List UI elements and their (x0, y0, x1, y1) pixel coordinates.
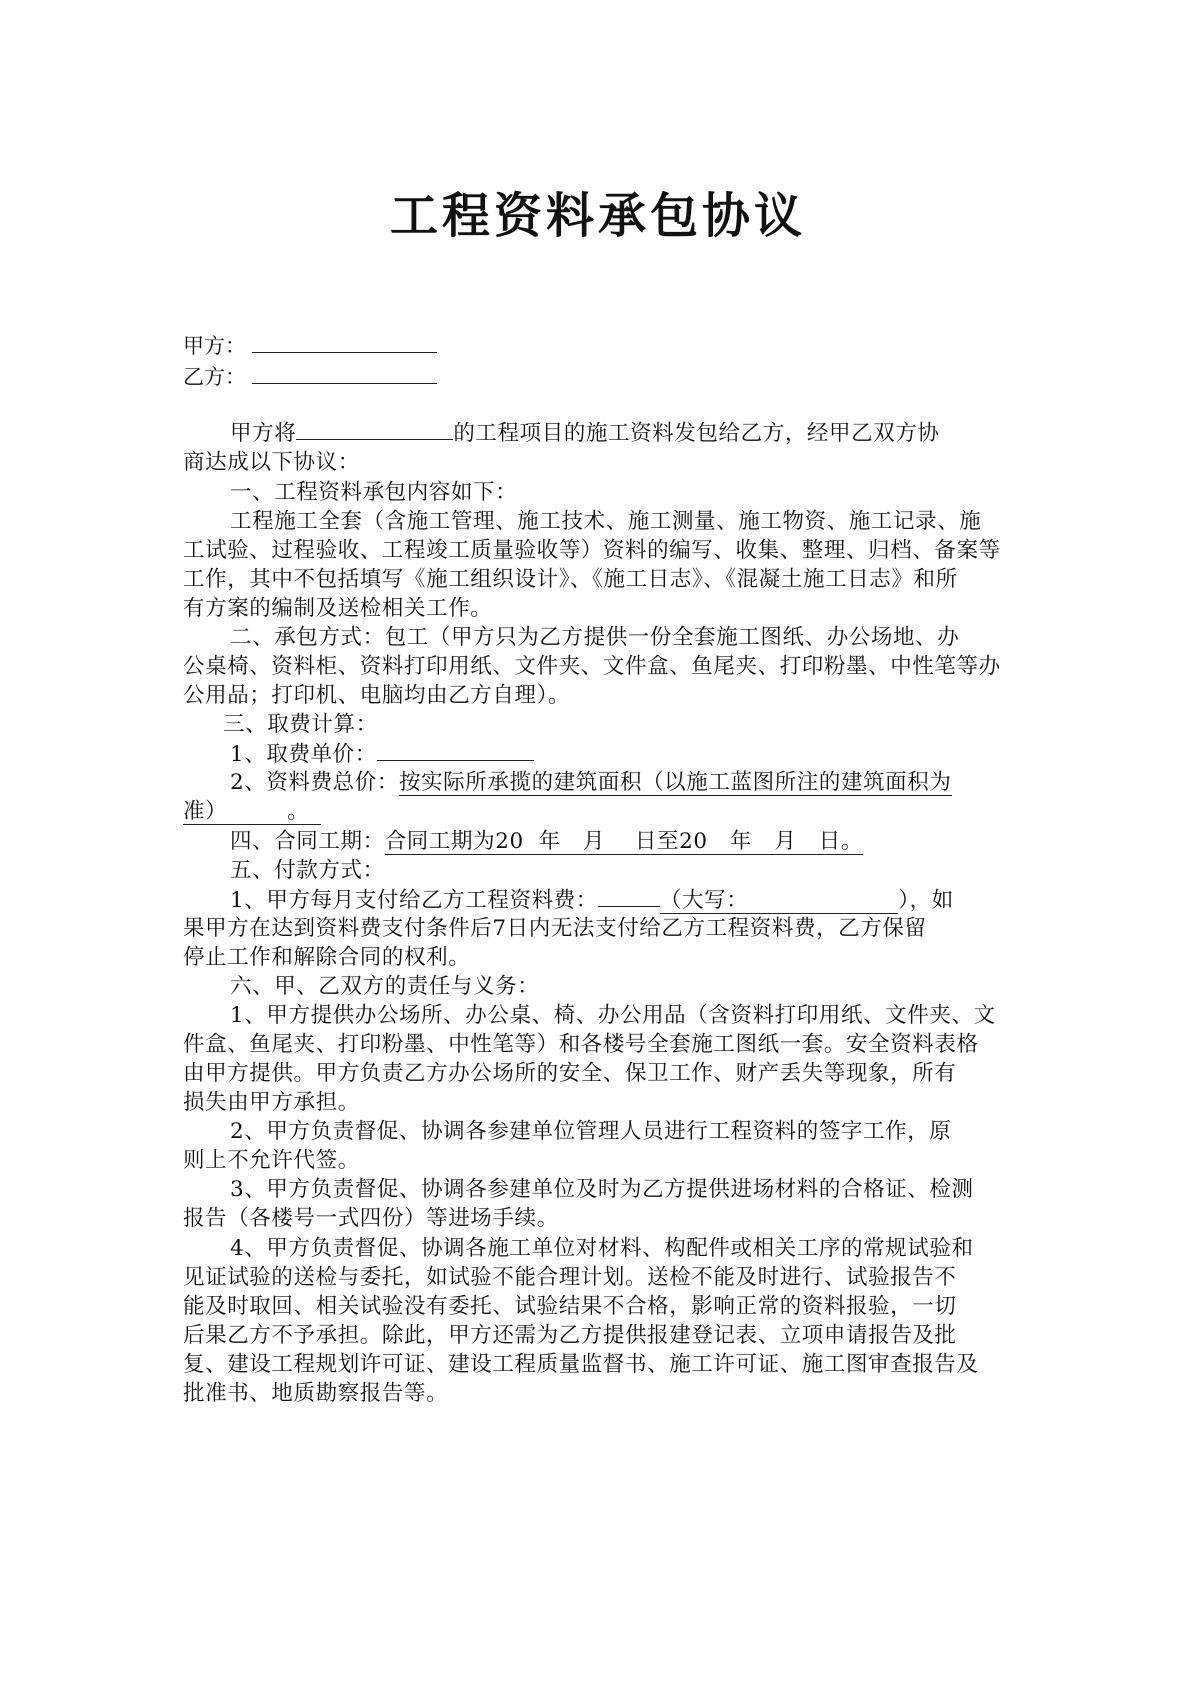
contract-period-text: 合同工期为20 年 月 日至20 年 月 日。 (384, 829, 863, 854)
payment-amount-blank (598, 884, 660, 907)
payment-line (183, 884, 1060, 916)
payment-capital-label: （大写： (659, 888, 749, 913)
text-line: 由甲方提供。甲方负责乙方办公场所的安全、保卫工作、财产丢失等现象，所有 (183, 1061, 957, 1086)
contract-period-line (183, 826, 1060, 857)
party-b-label: 乙方： (183, 365, 246, 389)
text-line: 3、甲方负责督促、协调各参建单位及时为乙方提供进场材料的合格证、检测 (230, 1177, 974, 1202)
text-line: 公用品；打印机、电脑均由乙方自理）。 (183, 683, 571, 708)
contract-period-label: 四、合同工期： (230, 829, 385, 854)
total-price-period: 。 (287, 799, 310, 824)
text-line: 有方案的编制及送检相关工作。 (183, 596, 493, 621)
payment-text-end: ），如 (898, 888, 954, 913)
document-title: 工程资料承包协议 (389, 188, 806, 244)
payment-capital-field (660, 888, 898, 914)
total-price-text-end: 准） (183, 799, 228, 824)
text-line: 工试验、过程验收、工程竣工质量验收等）资料的编写、收集、整理、归档、备案等 (183, 538, 1001, 563)
section-heading-5: 五、付款方式： (230, 858, 385, 883)
text-line: 损失由甲方承担。 (183, 1090, 360, 1115)
text-line: 见证试验的送检与委托，如试验不能合理计划。送检不能及时进行、试验报告不 (183, 1265, 957, 1290)
total-price-label: 2、资料费总价： (230, 770, 399, 795)
project-name-blank (296, 417, 453, 440)
total-price-text: 按实际所承揽的建筑面积（以施工蓝图所注的建筑面积为 (398, 770, 952, 795)
unit-price-label: 1、取费单价： (230, 742, 377, 767)
intro-text-b: 的工程项目的施工资料发包给乙方，经甲乙双方协 (453, 421, 940, 446)
text-line: 公桌椅、资料柜、资料打印用纸、文件夹、文件盒、鱼尾夹、打印粉墨、中性笔等办 (183, 654, 1001, 679)
text-line: 能及时取回、相关试验没有委托、试验结果不合格，影响正常的资料报验，一切 (183, 1294, 957, 1319)
section-heading-6: 六、甲、乙双方的责任与义务： (230, 974, 540, 999)
text-line: 后果乙方不予承担。除此，甲方还需为乙方提供报建登记表、立项申请报告及批 (183, 1323, 957, 1348)
section-heading-2: 二、承包方式：包工（甲方只为乙方提供一份全套施工图纸、办公场地、办 (230, 625, 960, 650)
text-line: 件盒、鱼尾夹、打印粉墨、中性笔等）和各楼号全套施工图纸一套。安全资料表格 (183, 1032, 979, 1057)
text-line: 复、建设工程规划许可证、建设工程质量监督书、施工许可证、施工图审查报告及 (183, 1352, 979, 1377)
unit-price-line (183, 738, 1060, 770)
text-line: 则上不允许代签。 (183, 1148, 360, 1173)
text-line: 1、甲方提供办公场所、办公桌、椅、办公用品（含资料打印用纸、文件夹、文 (230, 1003, 996, 1028)
section-heading-1: 一、工程资料承包内容如下： (230, 480, 518, 505)
party-a-label: 甲方： (183, 334, 246, 358)
unit-price-blank (377, 738, 534, 761)
text-line: 商达成以下协议： (183, 450, 360, 475)
paragraph-intro-line (183, 417, 1060, 449)
party-a-blank (252, 330, 437, 353)
text-line: 停止工作和解除合同的权利。 (183, 945, 471, 970)
text-line: 工作，其中不包括填写《施工组织设计》、《施工日志》、《混凝土施工日志》和所 (183, 567, 958, 592)
total-price-underline (183, 799, 321, 825)
text-line: 2、甲方负责督促、协调各参建单位管理人员进行工程资料的签字工作，原 (230, 1119, 952, 1144)
total-price-line (183, 767, 1060, 798)
payment-label: 1、甲方每月支付给乙方工程资料费： (230, 888, 598, 913)
party-a-field (183, 330, 437, 361)
text-line: 报告（各楼号一式四份）等进场手续。 (183, 1206, 559, 1231)
party-b-field (183, 361, 437, 392)
party-b-blank (252, 361, 437, 384)
text-line: 果甲方在达到资料费支付条件后7日内无法支付给乙方工程资料费，乙方保留 (183, 916, 927, 941)
intro-text-a: 甲方将 (230, 421, 297, 446)
text-line: 工程施工全套（含施工管理、施工技术、施工测量、施工物资、施工记录、施 (230, 509, 982, 534)
text-line: 批准书、地质勘察报告等。 (183, 1381, 449, 1406)
total-price-line-2 (183, 796, 1013, 827)
section-heading-3: 三、取费计算： (223, 712, 378, 737)
text-line: 4、甲方负责督促、协调各施工单位对材料、构配件或相关工序的常规试验和 (230, 1236, 974, 1261)
